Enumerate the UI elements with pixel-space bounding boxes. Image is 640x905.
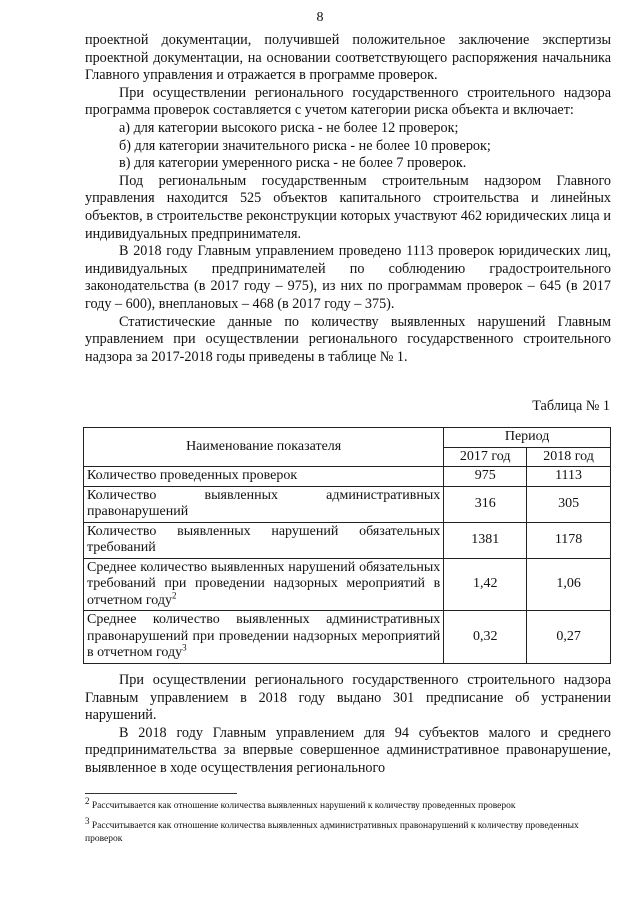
list-item: б) для категории значительного риска - не более 10 проверок; bbox=[119, 137, 491, 154]
page-number: 8 bbox=[316, 10, 324, 25]
footnote-separator bbox=[85, 793, 237, 794]
header-indicator-name: Наименование показателя bbox=[84, 428, 444, 467]
header-period: Период bbox=[444, 428, 611, 448]
header-year-2018: 2018 год bbox=[527, 447, 611, 467]
footnote-ref: 2 bbox=[172, 589, 177, 600]
list-item: в) для категории умеренного риска - не более 7 проверок. bbox=[119, 155, 467, 172]
row-label: Количество выявленных нарушений обязательных требований bbox=[84, 522, 444, 558]
row-label: Количество проведенных проверок bbox=[84, 467, 444, 487]
row-label: Среднее количество выявленных административных правонарушений при проведении надзорных мероприятий в отчетном году$^3$ bbox=[84, 611, 444, 664]
paragraph: В 2018 году Главным управлением проведено 1113 проверок юридических лиц, индивидуальных предпринимателей по соблюдению градостроительного законодательства (в 2017 году – 975), из них по программам проверок – 645 (в 2017 году – 600), внеплановых – 468 (в 2017 году – 375). bbox=[85, 243, 611, 312]
paragraph: Под региональным государственным строительным надзором Главного управления находится 525 объектов капитального строительства и линейных объектов, в строительстве реконструкции которых участвуют 462 юридических лица и индивидуальных предпринимателя. bbox=[85, 172, 611, 242]
table-row bbox=[84, 486, 611, 522]
footnote bbox=[85, 815, 605, 846]
footnote-mark: 3 bbox=[85, 815, 90, 826]
header-year-2017: 2017 год bbox=[444, 447, 527, 467]
body-text-bottom bbox=[85, 672, 611, 778]
paragraph: При осуществлении регионального государственного строительного надзора программа проверок составляется с учетом категории риска объекта и включает: bbox=[85, 84, 611, 119]
table-row bbox=[84, 558, 611, 611]
value-2017: 975 bbox=[444, 467, 527, 487]
paragraph: При осуществлении регионального государственного строительного надзора Главным управлением в 2018 году выдано 301 предписание об устранении нарушений. bbox=[85, 672, 611, 724]
value-2018: 0,27 bbox=[527, 611, 611, 664]
statistics-table bbox=[83, 427, 611, 664]
row-label: Среднее количество выявленных нарушений обязательных требований при проведении надзорных мероприятий в отчетном году$^2$ bbox=[84, 558, 444, 611]
list-item: а) для категории высокого риска - не более 12 проверок; bbox=[119, 119, 459, 136]
value-2017: 1381 bbox=[444, 522, 527, 558]
value-2017: 0,32 bbox=[444, 611, 527, 664]
table-row bbox=[84, 611, 611, 664]
value-2017: 1,42 bbox=[444, 558, 527, 611]
footnote-mark: 2 bbox=[85, 795, 90, 806]
table-caption: Таблица № 1 bbox=[532, 398, 610, 414]
footnote bbox=[85, 795, 605, 813]
body-text-top bbox=[85, 32, 611, 366]
value-2018: 1,06 bbox=[527, 558, 611, 611]
row-label: Количество выявленных административных правонарушений bbox=[84, 486, 444, 522]
paragraph: проектной документации, получившей положительное заключение экспертизы проектной документации, на основании соответствующего распоряжения начальника Главного управления и отражается в программе проверок. bbox=[85, 32, 611, 84]
footnote-ref: 3 bbox=[182, 642, 187, 653]
table-header-row bbox=[84, 428, 611, 448]
value-2018: 1178 bbox=[527, 522, 611, 558]
table-row bbox=[84, 522, 611, 558]
value-2017: 316 bbox=[444, 486, 527, 522]
paragraph: В 2018 году Главным управлением для 94 субъектов малого и среднего предпринимательства за впервые совершенное административное правонарушение, выявленное в ходе осуществления регионального bbox=[85, 724, 611, 776]
table-row bbox=[84, 467, 611, 487]
footnote-text: Рассчитывается как отношение количества выявленных административных правонарушений к количеству проведенных проверок bbox=[85, 821, 579, 844]
footnote-text: Рассчитывается как отношение количества выявленных нарушений к количеству проведенных проверок bbox=[91, 801, 516, 811]
value-2018: 1113 bbox=[527, 467, 611, 487]
paragraph: Статистические данные по количеству выявленных нарушений Главным управлением при осуществлении регионального государственного строительного надзора за 2017-2018 годы приведены в таблице № 1. bbox=[85, 313, 611, 365]
value-2018: 305 bbox=[527, 486, 611, 522]
